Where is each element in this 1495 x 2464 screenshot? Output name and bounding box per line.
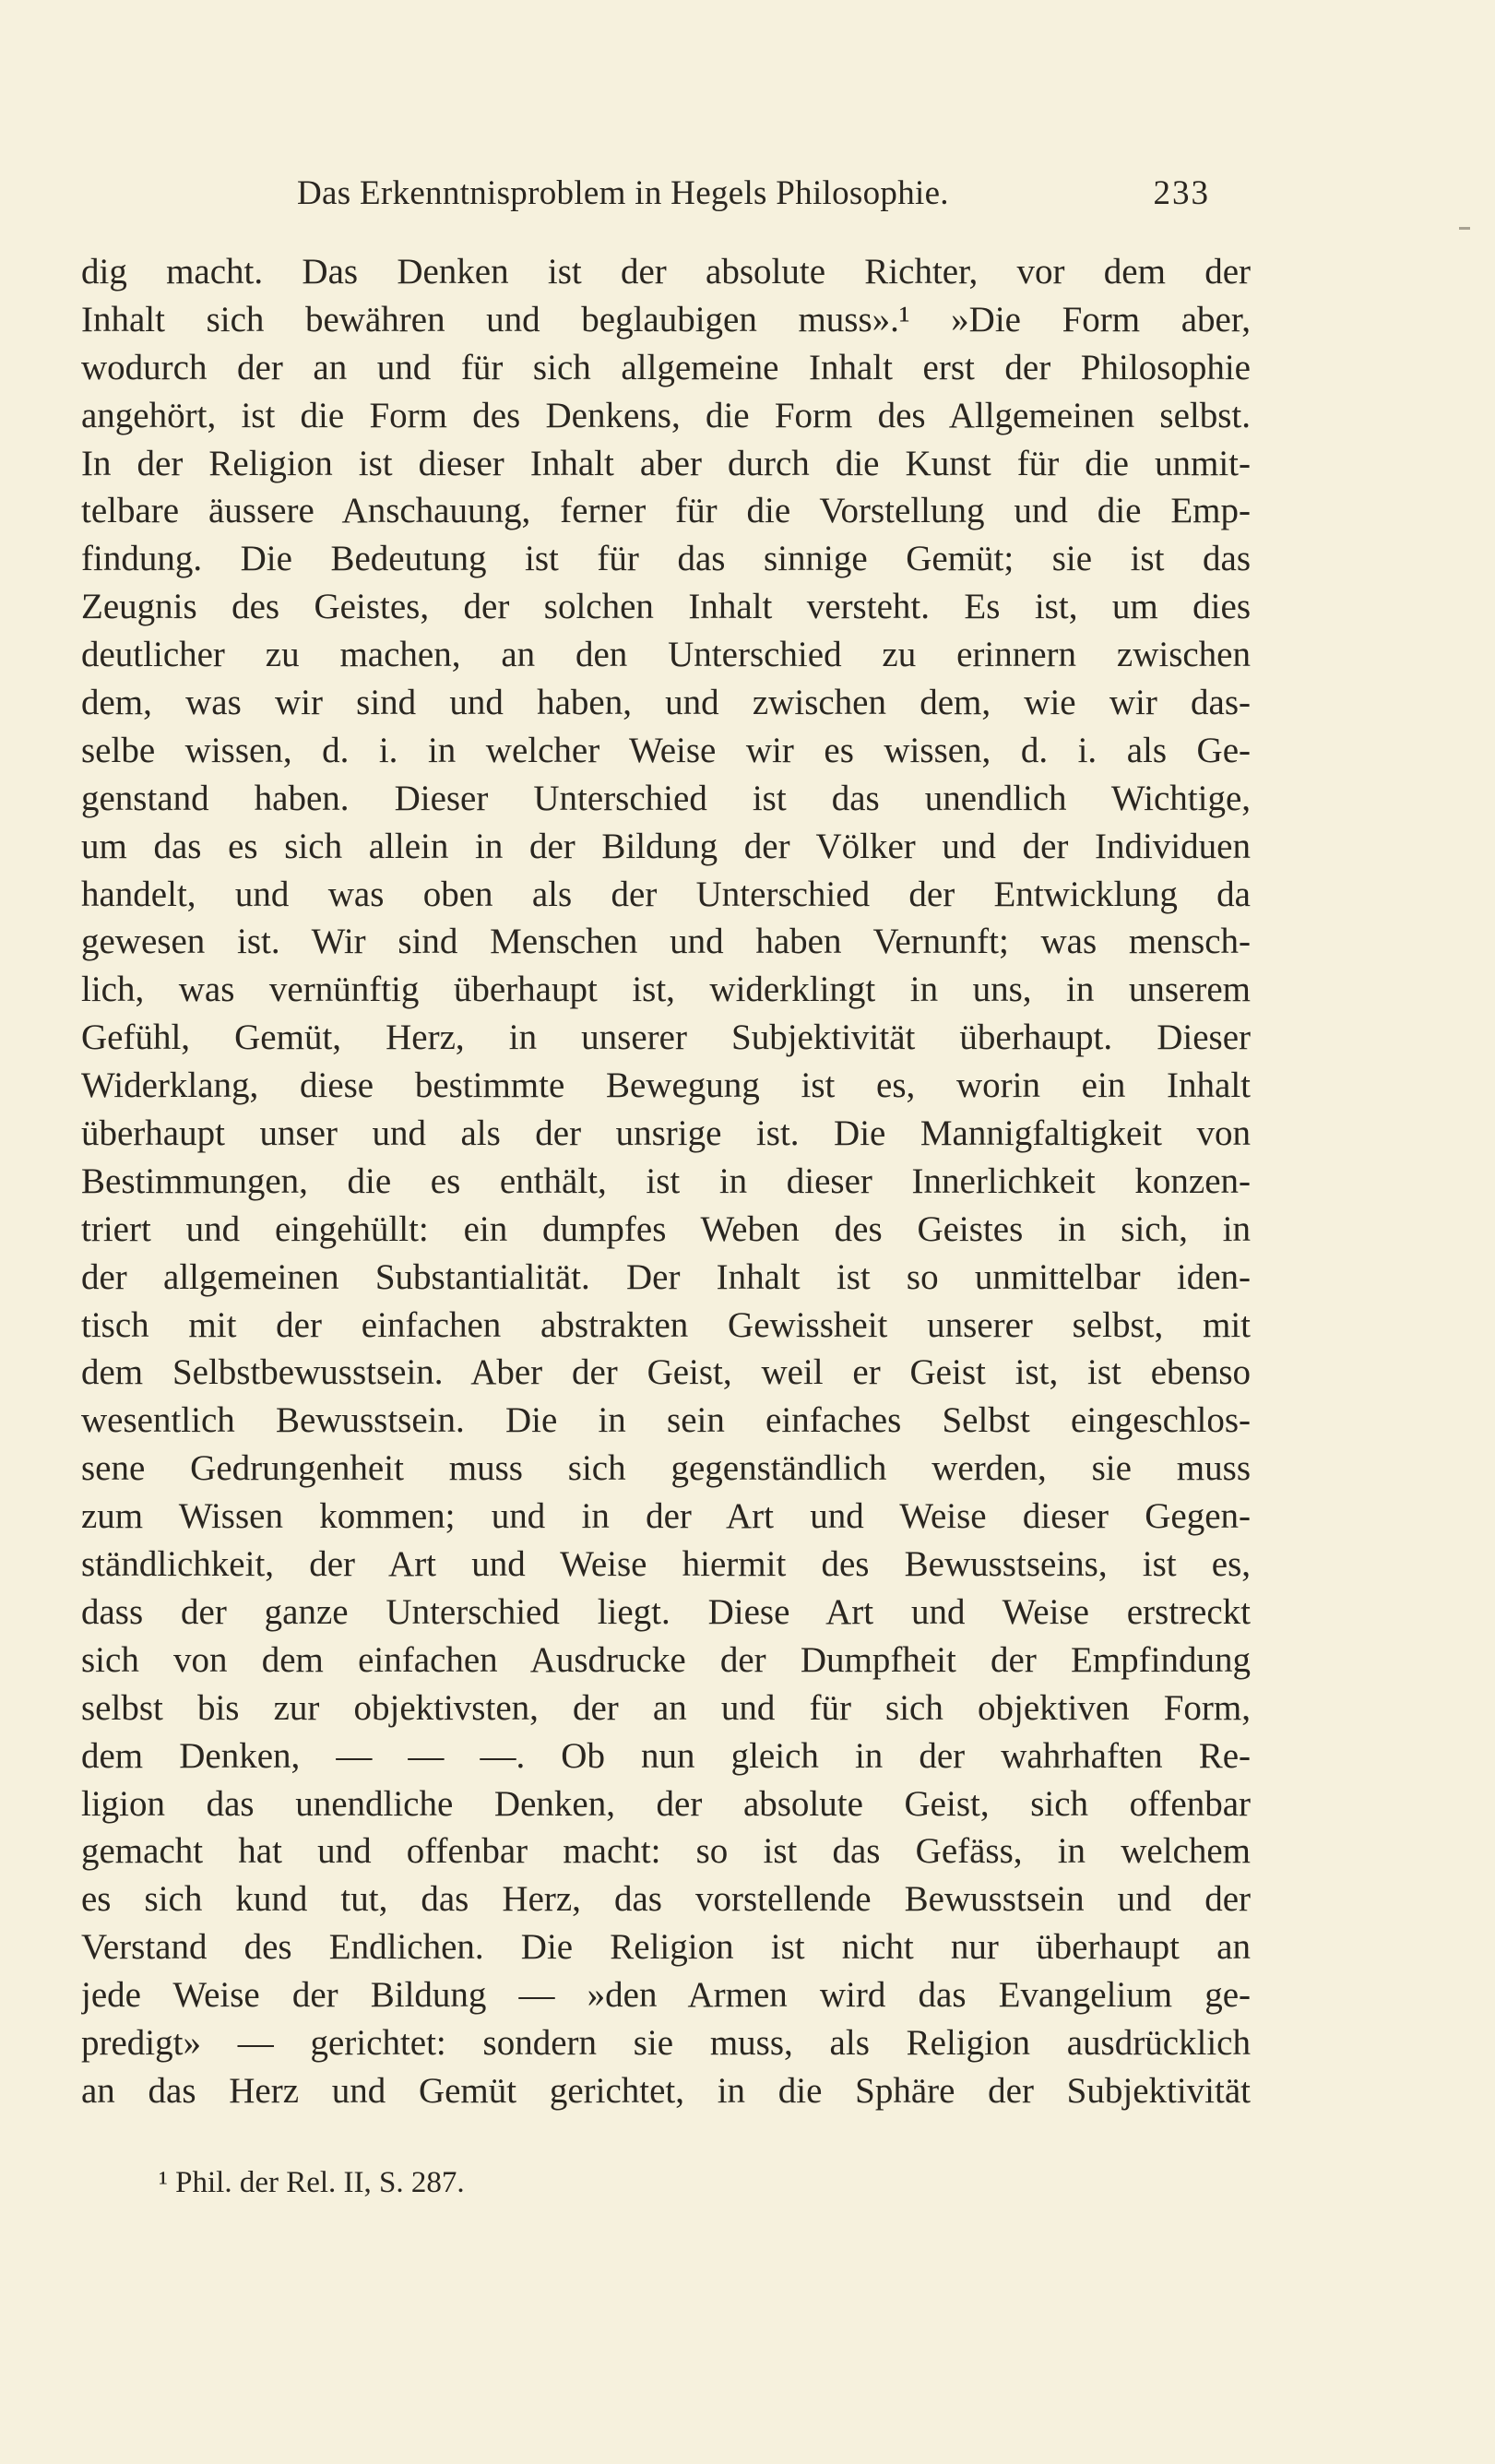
text-line: dem, was wir sind und haben, und zwischen dem, wie wir das-: [81, 683, 1251, 723]
text-line: Bestimmungen, die es enthält, ist in dieser Innerlichkeit konzen-: [81, 1161, 1251, 1201]
text-line: telbare äussere Anschauung, ferner für die Vorstellung und die Emp-: [81, 491, 1251, 531]
text-line: Gefühl, Gemüt, Herz, in unserer Subjektivität überhaupt. Dieser: [81, 1018, 1251, 1058]
text-line: der allgemeinen Substantialität. Der Inhalt ist so unmittelbar iden-: [81, 1256, 1251, 1297]
text-line: wodurch der an und für sich allgemeine Inhalt erst der Philosophie: [81, 347, 1251, 387]
text-line: sich von dem einfachen Ausdrucke der Dumpfheit der Empfindung: [81, 1639, 1251, 1680]
text-line: genstand haben. Dieser Unterschied ist das unendlich Wichtige,: [81, 778, 1251, 818]
text-line: selbe wissen, d. i. in welcher Weise wir es wissen, d. i. als Ge-: [81, 730, 1251, 770]
text-line: ständlichkeit, der Art und Weise hiermit des Bewusstseins, ist es,: [81, 1544, 1251, 1585]
text-line: angehört, ist die Form des Denkens, die Form des Allgemeinen selbst.: [81, 395, 1251, 435]
text-line: dass der ganze Unterschied liegt. Diese Art und Weise erstreckt: [81, 1591, 1251, 1632]
text-line: gewesen ist. Wir sind Menschen und haben Vernunft; was mensch-: [81, 922, 1251, 962]
text-line: triert und eingehüllt: ein dumpfes Weben des Geistes in sich, in: [81, 1208, 1251, 1249]
text-line: sene Gedrungenheit muss sich gegenständlich werden, sie muss: [81, 1448, 1251, 1489]
text-line: findung. Die Bedeutung ist für das sinnige Gemüt; sie ist das: [81, 539, 1251, 579]
text-line: deutlicher zu machen, an den Unterschied zu erinnern zwischen: [81, 635, 1251, 675]
text-line: selbst bis zur objektivsten, der an und für sich objektiven Form,: [81, 1687, 1251, 1728]
text-line: tisch mit der einfachen abstrakten Gewissheit unserer selbst, mit: [81, 1304, 1251, 1345]
text-line: wesentlich Bewusstsein. Die in sein einfaches Selbst eingeschlos-: [81, 1400, 1251, 1441]
page-number: 233: [1153, 174, 1210, 212]
text-line: handelt, und was oben als der Unterschied der Entwicklung da: [81, 874, 1251, 914]
margin-mark: [1459, 227, 1470, 230]
text-line: überhaupt unser und als der unsrige ist. Die Mannigfaltigkeit von: [81, 1113, 1251, 1154]
text-line: ligion das unendliche Denken, der absolute Geist, sich offenbar: [81, 1783, 1251, 1824]
text-line: predigt» — gerichtet: sondern sie muss, als Religion ausdrücklich: [81, 2022, 1251, 2063]
footnote: ¹ Phil. der Rel. II, S. 287.: [159, 2166, 465, 2199]
text-line: lich, was vernünftig überhaupt ist, widerklingt in uns, in unserem: [81, 970, 1251, 1010]
text-line: gemacht hat und offenbar macht: so ist das Gefäss, in welchem: [81, 1831, 1251, 1872]
text-line: dig macht. Das Denken ist der absolute Richter, vor dem der: [81, 252, 1251, 292]
running-header: [297, 166, 1210, 221]
text-line: Verstand des Endlichen. Die Religion ist nicht nur überhaupt an: [81, 1927, 1251, 1968]
text-line: zum Wissen kommen; und in der Art und Weise dieser Gegen-: [81, 1496, 1251, 1537]
text-line: an das Herz und Gemüt gerichtet, in die Sphäre der Subjektivität: [81, 2070, 1251, 2111]
text-line: In der Religion ist dieser Inhalt aber durch die Kunst für die unmit-: [81, 443, 1251, 483]
body-text: [81, 248, 1251, 2115]
text-line: Widerklang, diese bestimmte Bewegung ist es, worin ein Inhalt: [81, 1065, 1251, 1106]
text-line: um das es sich allein in der Bildung der Völker und der Individuen: [81, 826, 1251, 866]
text-line: dem Selbstbewusstsein. Aber der Geist, weil er Geist ist, ist ebenso: [81, 1352, 1251, 1393]
text-line: es sich kund tut, das Herz, das vorstellende Bewusstsein und der: [81, 1879, 1251, 1920]
text-line: Inhalt sich bewähren und beglaubigen muss».¹ »Die Form aber,: [81, 299, 1251, 339]
text-line: dem Denken, — — —. Ob nun gleich in der wahrhaften Re-: [81, 1735, 1251, 1776]
text-line: jede Weise der Bildung — »den Armen wird das Evangelium ge-: [81, 1975, 1251, 2016]
running-title: Das Erkenntnisproblem in Hegels Philosophie.: [297, 174, 949, 212]
text-line: Zeugnis des Geistes, der solchen Inhalt versteht. Es ist, um dies: [81, 587, 1251, 627]
